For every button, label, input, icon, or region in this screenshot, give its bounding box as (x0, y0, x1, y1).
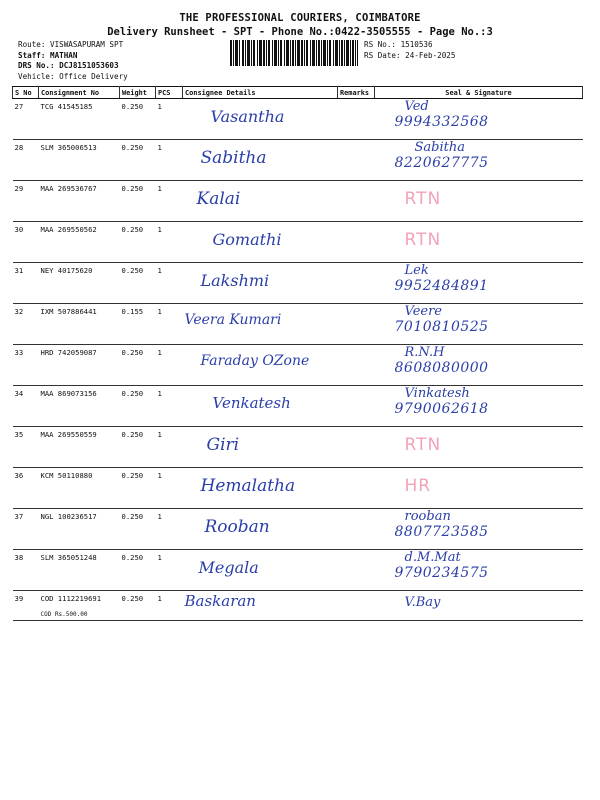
table-row (13, 468, 583, 509)
column-header: S No (13, 87, 39, 99)
cell-sno: 33 (13, 345, 39, 386)
return-mark: RTN (404, 230, 442, 250)
cell-consignee (183, 140, 338, 181)
cell-seal (375, 140, 583, 181)
consignee-name: Hemalatha (200, 476, 296, 496)
cell-remarks (338, 140, 375, 181)
table-row (13, 550, 583, 591)
cell-sno: 36 (13, 468, 39, 509)
cell-seal (375, 386, 583, 427)
cell-remarks (338, 263, 375, 304)
table-header-row (13, 87, 583, 99)
table-row (13, 222, 583, 263)
cell-pcs: 1 (156, 263, 183, 304)
signature: R.N.H (404, 345, 445, 360)
table-row (13, 181, 583, 222)
cell-consignee (183, 550, 338, 591)
return-mark: RTN (404, 435, 442, 455)
consignment-no: IXM 507886441 (40, 307, 97, 316)
cell-pcs: 1 (156, 181, 183, 222)
cell-remarks (338, 304, 375, 345)
consignee-name: Venkatesh (212, 394, 291, 412)
cell-pcs: 1 (156, 468, 183, 509)
return-mark: RTN (404, 189, 442, 209)
phone-number: 9790062618 (394, 401, 489, 417)
cell-pcs: 1 (156, 222, 183, 263)
cell-consignee (183, 509, 338, 550)
cell-consignee (183, 263, 338, 304)
cell-consignment (39, 181, 120, 222)
cell-weight: 0.250 (120, 263, 156, 304)
consignee-name: Veera Kumari (184, 312, 282, 328)
table-row (13, 99, 583, 140)
cell-consignee (183, 345, 338, 386)
consignee-name: Sabitha (200, 148, 267, 168)
cell-consignment (39, 386, 120, 427)
table-row (13, 386, 583, 427)
table-row (13, 263, 583, 304)
cell-weight: 0.250 (120, 550, 156, 591)
vehicle-line: Vehicle: Office Delivery (18, 71, 128, 81)
consignment-no: TCG 41545185 (40, 102, 93, 111)
cell-pcs: 1 (156, 427, 183, 468)
page-title: THE PROFESSIONAL COURIERS, COIMBATORE (179, 12, 421, 24)
cell-pcs: 1 (156, 140, 183, 181)
cell-seal (375, 468, 583, 509)
phone-number: 8807723585 (394, 524, 489, 540)
consignee-name: Gomathi (212, 230, 282, 249)
rs-info (364, 40, 455, 61)
cell-sno: 34 (13, 386, 39, 427)
cell-sno: 37 (13, 509, 39, 550)
cell-consignee (183, 222, 338, 263)
cell-pcs: 1 (156, 99, 183, 140)
consignee-name: Megala (198, 558, 259, 577)
cell-seal (375, 263, 583, 304)
cell-sno: 35 (13, 427, 39, 468)
signature: d.M.Mat (404, 550, 461, 565)
cell-weight: 0.250 (120, 181, 156, 222)
cell-remarks (338, 509, 375, 550)
cell-pcs: 1 (156, 304, 183, 345)
table-row (13, 591, 583, 621)
route-line: Route: VISWASAPURAM SPT (18, 40, 124, 49)
cell-consignee (183, 181, 338, 222)
phone-number: 8608080000 (394, 360, 489, 376)
cell-consignment (39, 99, 120, 140)
phone-number: 9952484891 (394, 278, 489, 294)
cell-consignee (183, 304, 338, 345)
cell-seal (375, 99, 583, 140)
signature: Sabitha (414, 140, 465, 155)
cell-remarks (338, 181, 375, 222)
consignee-name: Baskaran (184, 592, 256, 610)
rs-date: RS Date: 24-Feb-2025 (364, 50, 456, 60)
cell-consignment (39, 263, 120, 304)
cell-seal (375, 304, 583, 345)
cell-weight: 0.250 (120, 99, 156, 140)
consignee-name: Kalai (196, 189, 241, 209)
column-header: PCS (156, 87, 183, 99)
cell-seal (375, 427, 583, 468)
cell-seal (375, 591, 583, 621)
cell-weight: 0.250 (120, 468, 156, 509)
column-header: Seal & Signature (375, 87, 583, 99)
signature: Vinkatesh (404, 386, 470, 401)
cell-seal (375, 509, 583, 550)
signature: V.Bay (404, 595, 441, 610)
cod-amount: COD Rs.500.00 (40, 611, 88, 618)
cell-sno: 29 (13, 181, 39, 222)
phone-number: 9994332568 (394, 114, 489, 130)
consignee-name: Lakshmi (200, 271, 270, 290)
cell-pcs: 1 (156, 509, 183, 550)
cell-consignment (39, 304, 120, 345)
cell-seal (375, 181, 583, 222)
cell-sno: 31 (13, 263, 39, 304)
consignment-no: MAA 269550559 (40, 430, 97, 439)
consignment-no: MAA 269536767 (40, 184, 97, 193)
cell-weight: 0.250 (120, 591, 156, 621)
cell-consignee (183, 427, 338, 468)
consignment-no: COD 1112219691 (40, 594, 102, 603)
cell-weight: 0.250 (120, 427, 156, 468)
consignee-name: Giri (206, 435, 240, 455)
drs-line: DRS No.: DCJ8151053603 (18, 61, 119, 70)
column-header: Consignee Details (183, 87, 338, 99)
barcode-icon (230, 40, 358, 66)
cell-weight: 0.250 (120, 222, 156, 263)
table-row (13, 427, 583, 468)
cell-sno: 30 (13, 222, 39, 263)
cell-weight: 0.250 (120, 509, 156, 550)
cell-remarks (338, 99, 375, 140)
consignment-no: HRD 742059087 (40, 348, 97, 357)
table-row (13, 345, 583, 386)
column-header: Weight (120, 87, 156, 99)
cell-sno: 28 (13, 140, 39, 181)
cell-consignee (183, 386, 338, 427)
signature: rooban (404, 509, 451, 524)
route-info (18, 40, 128, 82)
column-header: Remarks (338, 87, 375, 99)
consignee-name: Rooban (204, 517, 270, 537)
consignment-no: MAA 869073156 (40, 389, 97, 398)
runsheet-table (12, 86, 583, 621)
signature: Lek (404, 263, 429, 278)
cell-weight: 0.250 (120, 140, 156, 181)
cell-pcs: 1 (156, 591, 183, 621)
consignment-no: MAA 269550562 (40, 225, 97, 234)
cell-remarks (338, 468, 375, 509)
consignee-name: Vasantha (210, 107, 285, 126)
cell-consignment (39, 591, 120, 621)
column-header: Consignment No (39, 87, 120, 99)
cell-remarks (338, 427, 375, 468)
signature: Veere (404, 304, 442, 319)
cell-consignment (39, 345, 120, 386)
signature: Ved (404, 99, 429, 114)
cell-sno: 27 (13, 99, 39, 140)
cell-consignment (39, 222, 120, 263)
consignee-name: Faraday OZone (200, 353, 310, 369)
cell-remarks (338, 386, 375, 427)
cell-remarks (338, 550, 375, 591)
cell-pcs: 1 (156, 386, 183, 427)
cell-consignee (183, 468, 338, 509)
cell-seal (375, 550, 583, 591)
cell-sno: 39 (13, 591, 39, 621)
cell-remarks (338, 222, 375, 263)
return-mark: HR (404, 476, 432, 496)
cell-pcs: 1 (156, 345, 183, 386)
cell-consignment (39, 550, 120, 591)
cell-consignment (39, 468, 120, 509)
consignment-no: SLM 365006513 (40, 143, 97, 152)
cell-weight: 0.250 (120, 345, 156, 386)
consignment-no: NEY 40175620 (40, 266, 93, 275)
table-row (13, 304, 583, 345)
cell-consignee (183, 99, 338, 140)
cell-consignment (39, 140, 120, 181)
phone-number: 7010810525 (394, 319, 489, 335)
page-subtitle: Delivery Runsheet - SPT - Phone No.:0422-3505555 - Page No.:3 (107, 26, 493, 38)
rs-number: RS No.: 1510536 (364, 40, 433, 49)
staff-line: Staff: MATHAN (18, 50, 78, 60)
consignment-no: NGL 100236517 (40, 512, 97, 521)
cell-consignment (39, 427, 120, 468)
cell-sno: 32 (13, 304, 39, 345)
cell-consignment (39, 509, 120, 550)
phone-number: 9790234575 (394, 565, 489, 581)
cell-weight: 0.250 (120, 386, 156, 427)
table-row (13, 509, 583, 550)
cell-remarks (338, 345, 375, 386)
cell-sno: 38 (13, 550, 39, 591)
cell-seal (375, 345, 583, 386)
cell-consignee (183, 591, 338, 621)
cell-pcs: 1 (156, 550, 183, 591)
consignment-no: KCM 50110880 (40, 471, 93, 480)
table-row (13, 140, 583, 181)
cell-weight: 0.155 (120, 304, 156, 345)
cell-remarks (338, 591, 375, 621)
cell-seal (375, 222, 583, 263)
consignment-no: SLM 365051248 (40, 553, 97, 562)
phone-number: 8220627775 (394, 155, 489, 171)
